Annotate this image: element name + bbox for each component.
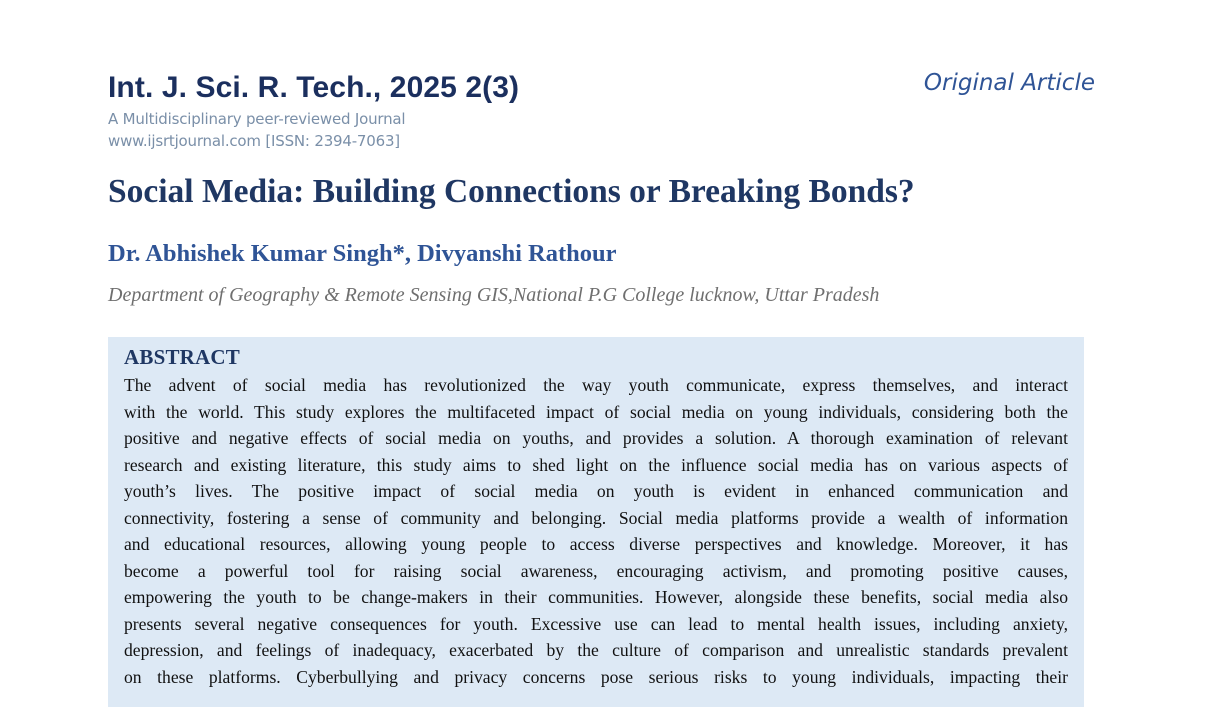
abstract-line: with the world. This study explores the multifaceted impact of social media on young individuals, considering both the: [124, 401, 1068, 422]
abstract-heading: ABSTRACT: [124, 345, 240, 369]
abstract-line: presents several negative consequences for youth. Excessive use can lead to mental health issues, including anxiety,: [124, 613, 1068, 634]
paper-title: Social Media: Building Connections or Breaking Bonds?: [108, 173, 915, 210]
abstract-section: [108, 337, 1084, 707]
paper-authors: Dr. Abhishek Kumar Singh*, Divyanshi Rathour: [108, 240, 617, 267]
abstract-line: depression, and feelings of inadequacy, exacerbated by the culture of comparison and unrealistic standards prevalent: [124, 640, 1068, 660]
abstract-body: [124, 372, 1068, 690]
abstract-line: and educational resources, allowing young people to access diverse perspectives and knowledge. Moreover, it has: [124, 534, 1068, 554]
abstract-line: research and existing literature, this study aims to shed light on the influence social media has on various aspects of: [124, 454, 1068, 475]
journal-title: Int. J. Sci. R. Tech., 2025 2(3): [108, 71, 520, 104]
abstract-line: The advent of social media has revolutionized the way youth communicate, express themselves, and interact: [124, 375, 1068, 395]
abstract-line: connectivity, fostering a sense of community and belonging. Social media platforms provide a wealth of information: [124, 507, 1068, 528]
abstract-line: become a powerful tool for raising social awareness, encouraging activism, and promoting positive causes,: [124, 560, 1068, 581]
journal-subtitle: A Multidisciplinary peer-reviewed Journal: [108, 110, 406, 128]
journal-url-issn: www.ijsrtjournal.com [ISSN: 2394-7063]: [108, 132, 400, 150]
abstract-line: youth’s lives. The positive impact of social media on youth is evident in enhanced communication and: [124, 481, 1068, 501]
article-type-label: Original Article: [923, 70, 1095, 96]
abstract-line: on these platforms. Cyberbullying and privacy concerns pose serious risks to young individuals, impacting their: [124, 666, 1068, 687]
abstract-line: positive and negative effects of social media on youths, and provides a solution. A thorough examination of relevant: [124, 428, 1068, 448]
abstract-line: empowering the youth to be change-makers in their communities. However, alongside these benefits, social media also: [124, 587, 1068, 607]
author-affiliation: Department of Geography & Remote Sensing GIS,National P.G College lucknow, Uttar Pradesh: [108, 284, 880, 306]
